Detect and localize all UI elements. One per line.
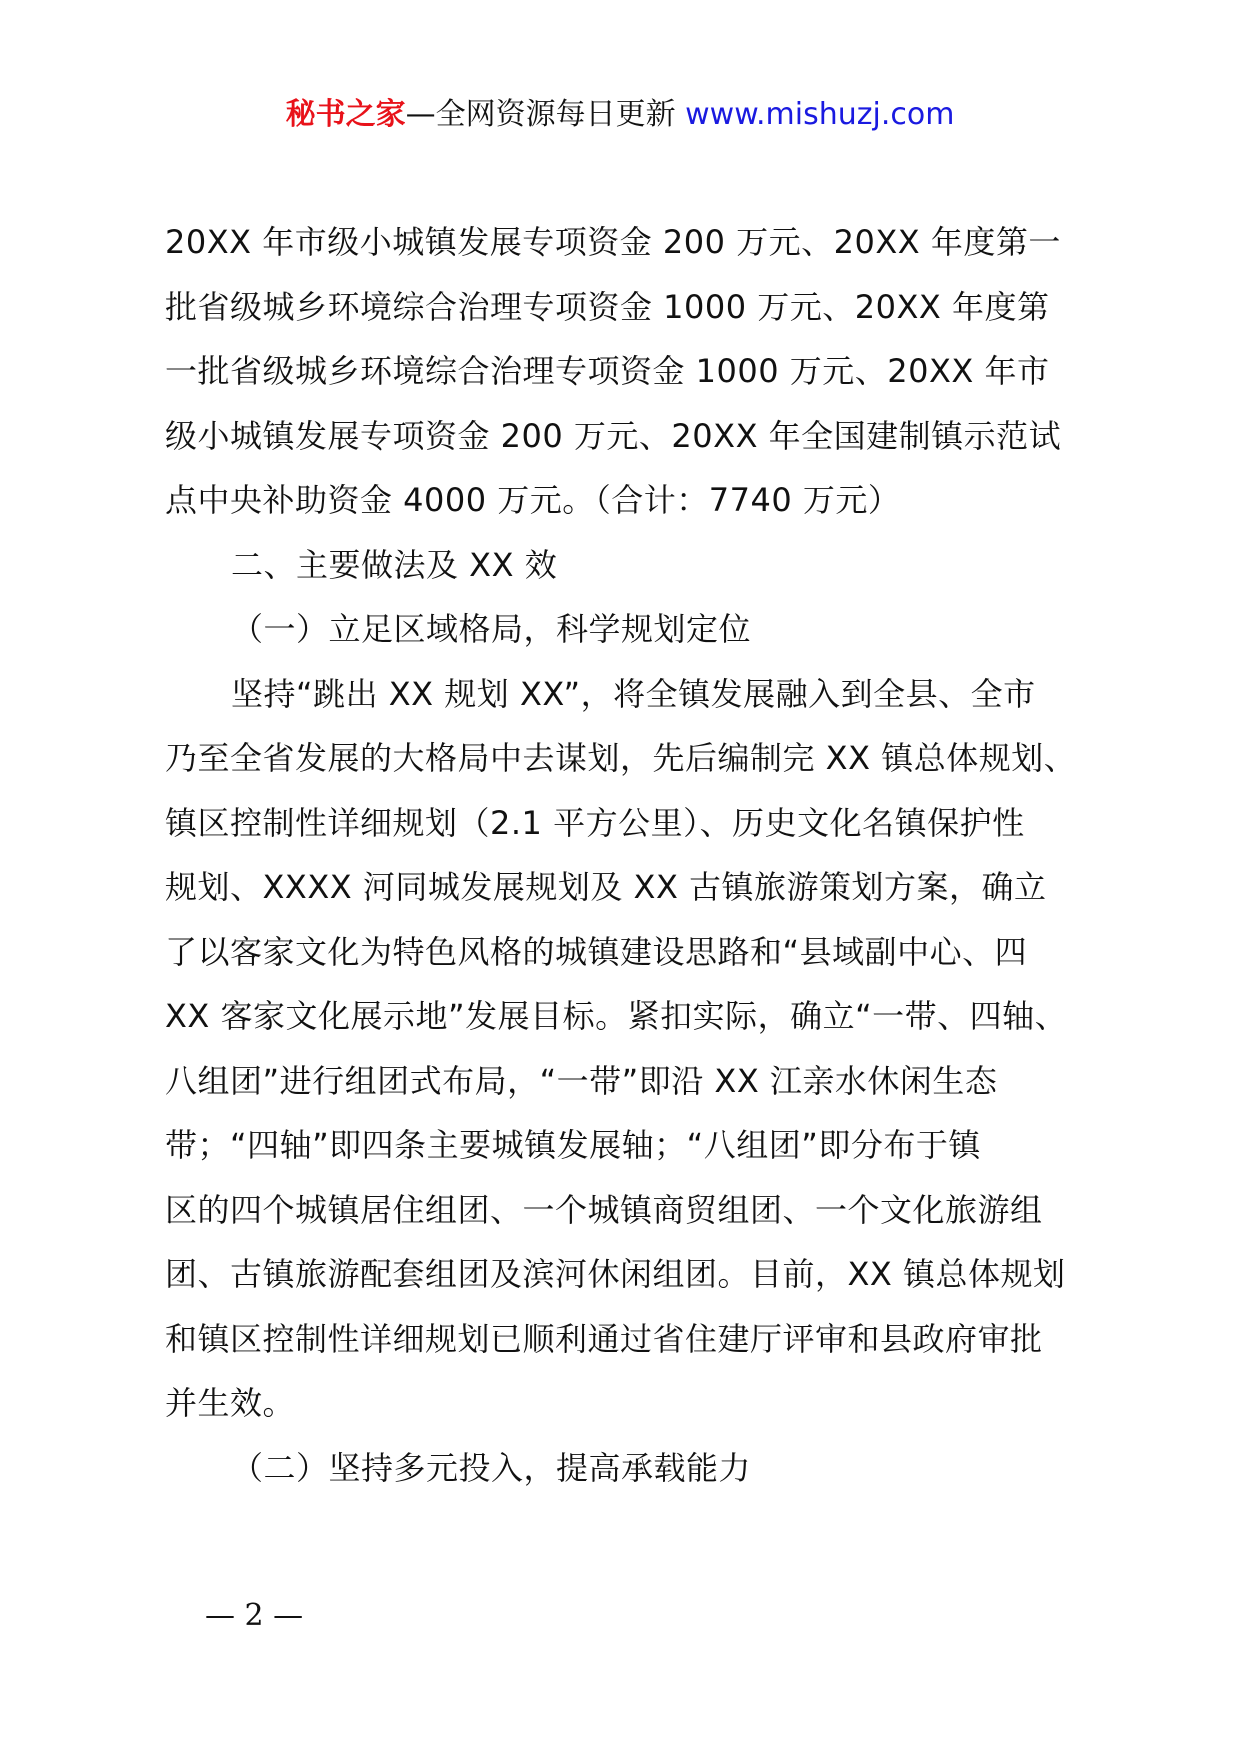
paragraph-line: 规划、XXXX 河同城发展规划及 XX 古镇旅游策划方案，确立 xyxy=(165,868,1047,906)
body-line: 一批省级城乡环境综合治理专项资金 1000 万元、20XX 年市 xyxy=(165,352,1050,390)
paragraph-line: 乃至全省发展的大格局中去谋划，先后编制完 XX 镇总体规划、 xyxy=(165,739,1077,777)
paragraph-line: 和镇区控制性详细规划已顺利通过省住建厅评审和县政府审批 xyxy=(165,1319,1043,1358)
body-line: 批省级城乡环境综合治理专项资金 1000 万元、20XX 年度第 xyxy=(165,287,1050,326)
paragraph-line: 镇区控制性详细规划（2.1 平方公里）、历史文化名镇保护性 xyxy=(165,803,1025,842)
paragraph-line: 带；“四轴”即四条主要城镇发展轴；“八组团”即分布于镇 xyxy=(165,1126,981,1164)
paragraph-line: 坚持“跳出 XX 规划 XX”，将全镇发展融入到全县、全市 xyxy=(231,674,1036,713)
body-line: 点中央补助资金 4000 万元。（合计：7740 万元） xyxy=(165,481,901,519)
header-tagline: —全网资源每日更新 xyxy=(405,97,686,132)
page-number: — 2 — xyxy=(205,1598,304,1633)
paragraph-line: 区的四个城镇居住组团、一个城镇商贸组团、一个文化旅游组 xyxy=(165,1190,1043,1229)
body-line: 级小城镇发展专项资金 200 万元、20XX 年全国建制镇示范试 xyxy=(165,416,1062,455)
subheading-2: （二）坚持多元投入，提高承载能力 xyxy=(231,1448,752,1487)
website-link[interactable]: www.mishuzj.com xyxy=(685,97,955,132)
body-line: 20XX 年市级小城镇发展专项资金 200 万元、20XX 年度第一 xyxy=(165,223,1061,261)
paragraph-line: 团、古镇旅游配套组团及滨河休闲组团。目前，XX 镇总体规划 xyxy=(165,1255,1066,1293)
section-heading: 二、主要做法及 XX 效 xyxy=(231,545,558,584)
document-body xyxy=(165,210,1085,1500)
paragraph-line: XX 客家文化展示地”发展目标。紧扣实际，确立“一带、四轴、 xyxy=(165,997,1068,1035)
paragraph-line: 了以客家文化为特色风格的城镇建设思路和“县域副中心、四 xyxy=(165,932,1028,971)
brand-name: 秘书之家 xyxy=(285,97,406,132)
paragraph-line: 八组团”进行组团式布局，“一带”即沿 XX 江亲水休闲生态 xyxy=(165,1061,998,1100)
page-header xyxy=(0,95,1240,135)
paragraph-line: 并生效。 xyxy=(165,1384,296,1422)
subheading-1: （一）立足区域格局，科学规划定位 xyxy=(231,610,752,648)
